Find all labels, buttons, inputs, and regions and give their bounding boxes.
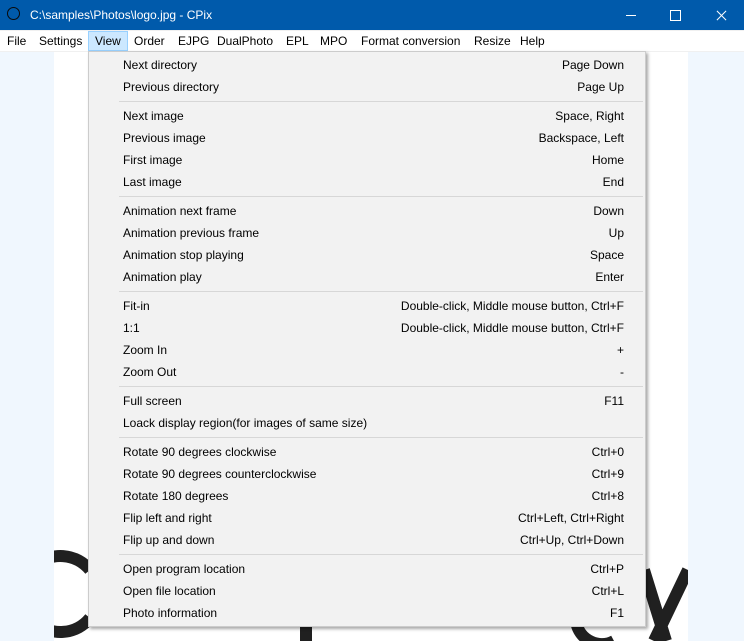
menu-item-shortcut: Backspace, Left [538,131,624,145]
menu-item-label: Photo information [123,606,218,620]
menu-item-label: Open file location [123,584,216,598]
view-menu-item[interactable] [89,602,645,624]
view-menu-item[interactable] [89,390,645,412]
menu-item-label: Previous image [123,131,206,145]
view-menu-item[interactable] [89,171,645,193]
menu-item-label: Previous directory [123,80,220,94]
menu-item-label: Next directory [123,58,198,72]
menu-item-shortcut: Ctrl+P [590,562,624,576]
view-menu-item[interactable] [89,295,645,317]
menu-item-shortcut: Ctrl+Left, Ctrl+Right [517,511,624,525]
view-menu-item[interactable] [89,222,645,244]
menu-item-shortcut: Ctrl+L [591,584,624,598]
menu-item-shortcut: Space [589,248,624,262]
menu-item-shortcut: + [616,343,624,357]
menu-item-label: Animation previous frame [123,226,260,240]
view-menu-item[interactable] [89,127,645,149]
menu-separator [119,386,643,387]
menu-item-label: Rotate 90 degrees clockwise [123,445,277,459]
view-menu-item[interactable] [89,339,645,361]
close-button[interactable] [698,0,744,30]
menu-item-label: Zoom Out [123,365,177,379]
view-menu-item[interactable] [89,149,645,171]
view-menu-item[interactable] [89,485,645,507]
menu-item-shortcut: Up [608,226,624,240]
logo-glyph-y [644,570,688,641]
menu-resize[interactable]: Resize [474,34,511,48]
menu-item-shortcut: End [602,175,624,189]
menu-epl[interactable]: EPL [286,34,309,48]
title-bar[interactable] [0,0,744,30]
menu-item-shortcut: Ctrl+Up, Ctrl+Down [519,533,624,547]
menu-item-label: Full screen [123,394,182,408]
menu-item-shortcut: Double-click, Middle mouse button, Ctrl+F [400,321,624,335]
menu-item-shortcut: Down [593,204,624,218]
menu-item-shortcut: Page Down [561,58,624,72]
minimize-button[interactable] [608,0,654,30]
menu-item-shortcut: Ctrl+8 [591,489,624,503]
menu-format-conversion[interactable]: Format conversion [361,34,461,48]
maximize-button[interactable] [652,0,698,30]
menu-item-shortcut: Ctrl+0 [591,445,624,459]
menu-item-shortcut: Double-click, Middle mouse button, Ctrl+F [400,299,624,313]
view-menu-item[interactable] [89,361,645,383]
menu-ejpg[interactable]: EJPG [178,34,210,48]
menu-separator [119,101,643,102]
menu-item-shortcut: Space, Right [555,109,624,123]
menu-item-label: Animation next frame [123,204,237,218]
menu-item-label: Open program location [123,562,246,576]
menu-item-shortcut: Ctrl+9 [591,467,624,481]
view-menu-item[interactable] [89,105,645,127]
menu-item-label: Rotate 180 degrees [123,489,229,503]
app-circle-icon [7,7,20,20]
menu-item-label: Animation stop playing [123,248,244,262]
menu-item-shortcut: - [620,365,624,379]
menu-item-shortcut: Enter [595,270,624,284]
menu-item-label: Rotate 90 degrees counterclockwise [123,467,317,481]
menu-item-shortcut: F1 [609,606,624,620]
menu-help[interactable]: Help [520,34,545,48]
menu-item-label: Loack display region(for images of same size) [123,416,368,430]
menu-item-label: Fit-in [123,299,150,313]
menu-item-label: 1:1 [123,321,140,335]
view-menu-item[interactable] [89,266,645,288]
view-menu-item[interactable] [89,317,645,339]
menu-separator [119,437,643,438]
menu-item-label: First image [123,153,183,167]
menu-item-shortcut: Page Up [577,80,624,94]
menu-item-label: Zoom In [123,343,168,357]
logo-glyph-c [54,556,90,632]
menu-view[interactable]: View [88,31,128,51]
window-title: C:\samples\Photos\logo.jpg - CPix [30,8,213,22]
menu-file[interactable]: File [7,34,27,48]
view-menu-item[interactable] [89,558,645,580]
menu-bar [0,31,744,52]
view-menu-item[interactable] [89,507,645,529]
view-menu-item[interactable] [89,463,645,485]
menu-item-label: Next image [123,109,184,123]
view-menu-item[interactable] [89,412,645,434]
menu-dualphoto[interactable]: DualPhoto [217,34,274,48]
menu-item-label: Animation play [123,270,202,284]
view-menu-item[interactable] [89,54,645,76]
menu-settings[interactable]: Settings [39,34,83,48]
view-menu-item[interactable] [89,580,645,602]
view-menu-dropdown [88,51,646,627]
menu-item-shortcut: Home [591,153,624,167]
view-menu-item[interactable] [89,441,645,463]
menu-item-label: Last image [123,175,182,189]
menu-item-label: Flip up and down [123,533,215,547]
menu-item-shortcut: F11 [604,394,624,408]
view-menu-item[interactable] [89,244,645,266]
menu-separator [119,196,643,197]
menu-item-label: Flip left and right [123,511,212,525]
menu-separator [119,291,643,292]
view-menu-item[interactable] [89,529,645,551]
view-menu-item[interactable] [89,76,645,98]
menu-separator [119,554,643,555]
view-menu-item[interactable] [89,200,645,222]
menu-order[interactable]: Order [134,34,165,48]
menu-mpo[interactable]: MPO [320,34,348,48]
